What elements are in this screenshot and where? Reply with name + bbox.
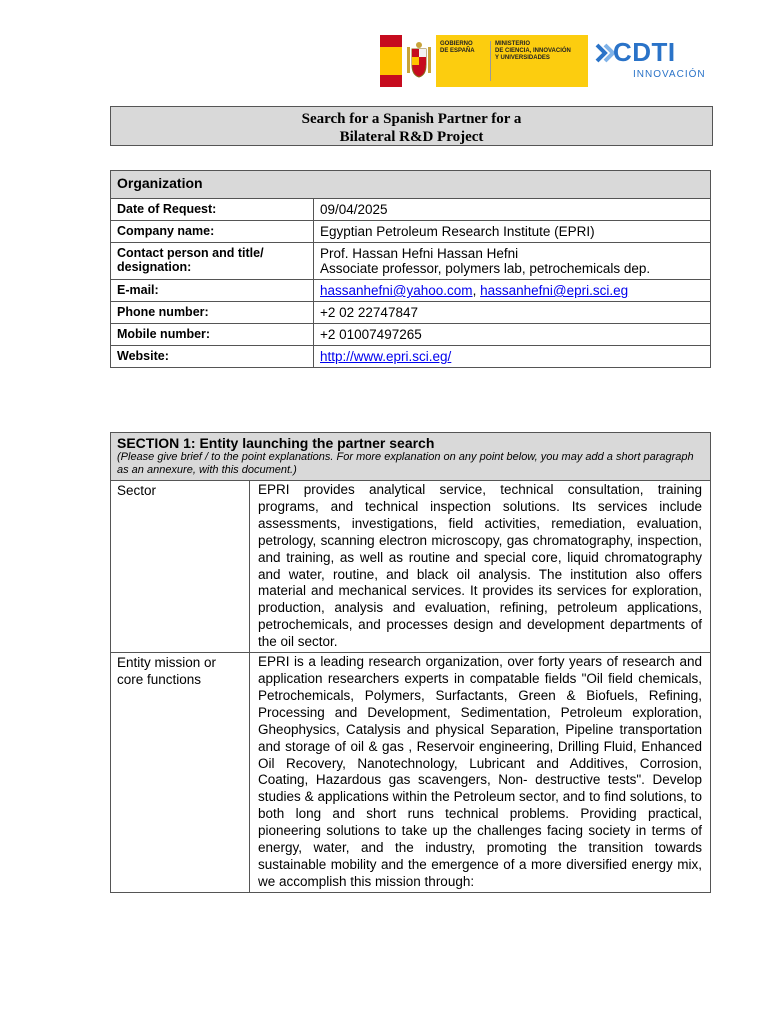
organization-heading: Organization bbox=[111, 171, 711, 199]
table-row bbox=[111, 324, 711, 346]
date-label: Date of Request: bbox=[111, 199, 314, 221]
ministerio-text bbox=[490, 41, 571, 81]
website-value bbox=[314, 346, 711, 368]
table-row bbox=[111, 199, 711, 221]
table-row bbox=[111, 481, 711, 653]
email-label: E-mail: bbox=[111, 280, 314, 302]
cdti-subtitle: INNOVACIÓN bbox=[633, 69, 706, 80]
document-title bbox=[110, 106, 713, 146]
mobile-label: Mobile number: bbox=[111, 324, 314, 346]
email-link-1[interactable]: hassanhefni@yahoo.com bbox=[320, 283, 473, 298]
table-row bbox=[111, 221, 711, 243]
gov-line-1: GOBIERNO bbox=[440, 41, 473, 47]
cdti-mark-icon bbox=[595, 41, 615, 65]
section1-title: SECTION 1: Entity launching the partner search bbox=[117, 435, 435, 451]
company-value: Egyptian Petroleum Research Institute (EPRI) bbox=[314, 221, 711, 243]
ministry-line-3: Y UNIVERSIDADES bbox=[495, 55, 550, 61]
website-link[interactable]: http://www.epri.sci.eg/ bbox=[320, 349, 452, 364]
gobierno-text bbox=[440, 41, 486, 81]
gov-line-2: DE ESPAÑA bbox=[440, 48, 475, 54]
mobile-value: +2 01007497265 bbox=[314, 324, 711, 346]
cdti-logo bbox=[595, 35, 706, 87]
title-line-2: Bilateral R&D Project bbox=[339, 129, 484, 145]
table-row bbox=[111, 243, 711, 280]
table-row bbox=[111, 346, 711, 368]
phone-label: Phone number: bbox=[111, 302, 314, 324]
contact-value bbox=[314, 243, 711, 280]
email-value bbox=[314, 280, 711, 302]
title-line-1: Search for a Spanish Partner for a bbox=[301, 111, 522, 127]
coat-of-arms-icon bbox=[402, 35, 436, 87]
sector-value: EPRI provides analytical service, technical consultation, training programs, and technical inspection solutions. Its services include assessments, investigations, field activities, remediation, evaluation, petrology, scanning electron microscopy, gas chromatography, inspection, and training, as well as routine and special core, liquid chromatography and water, routine, and black oil analysis. The institution also offers material and mechanical services. It provides its services for exploration, production, analysis and evaluation, refining, petroleum applications, petrochemicals, and processes design and development departments of the oil sector. bbox=[250, 481, 711, 653]
phone-value: +2 02 22747847 bbox=[314, 302, 711, 324]
email-link-2[interactable]: hassanhefni@epri.sci.eg bbox=[480, 283, 629, 298]
email-separator: , bbox=[472, 283, 481, 298]
gobierno-espana-logo bbox=[380, 35, 588, 87]
table-row bbox=[111, 653, 711, 893]
company-label: Company name: bbox=[111, 221, 314, 243]
website-label: Website: bbox=[111, 346, 314, 368]
contact-designation: Associate professor, polymers lab, petrochemicals dep. bbox=[320, 261, 651, 276]
ministry-line-2: DE CIENCIA, INNOVACIÓN bbox=[495, 48, 571, 54]
date-value: 09/04/2025 bbox=[314, 199, 711, 221]
section1-table bbox=[110, 432, 711, 893]
sector-label: Sector bbox=[111, 481, 250, 653]
mission-label: Entity mission or core functions bbox=[111, 653, 250, 893]
table-row bbox=[111, 302, 711, 324]
ministry-line-1: MINISTERIO bbox=[495, 41, 531, 47]
organization-table bbox=[110, 170, 711, 368]
section1-note: (Please give brief / to the point explanations. For more explanation on any point below, you may add a short paragraph as an annexure, with this document.) bbox=[117, 451, 694, 476]
contact-name: Prof. Hassan Hefni Hassan Hefni bbox=[320, 246, 519, 261]
table-row bbox=[111, 280, 711, 302]
eu-flag-strip bbox=[380, 35, 402, 87]
mission-value: EPRI is a leading research organization, over forty years of research and application researchers experts in compatable fields "Oil field chemicals, Petrochemicals, Polymers, Surfactants, Green & Biofuels, Refining, Processing and Development, Sedimentation, Petroleum exploration, Gheophysics, Catalysis and physical Separation, Pipeline transportation and storage of oil & gas , Reservoir engineering, Drilling Fluid, Enhanced Oil Recovery, Nanotechnology, Lubricant and Additives, Corrosion, Coating, Hazardous gas scavengers, Non- destructive tests". Develop studies & applications within the Petroleum sector, and to find solutions, to both long and short runs technical problems. Providing practical, pioneering solutions to take up the challenges facing society in terms of energy, water, and the industry, promoting the transition towards sustainable mobility and the emergence of a more diversified energy mix, we accomplish this mission through: bbox=[250, 653, 711, 893]
cdti-wordmark: CDTI bbox=[613, 37, 676, 67]
contact-label: Contact person and title/ designation: bbox=[111, 243, 314, 280]
section1-header bbox=[111, 433, 711, 481]
